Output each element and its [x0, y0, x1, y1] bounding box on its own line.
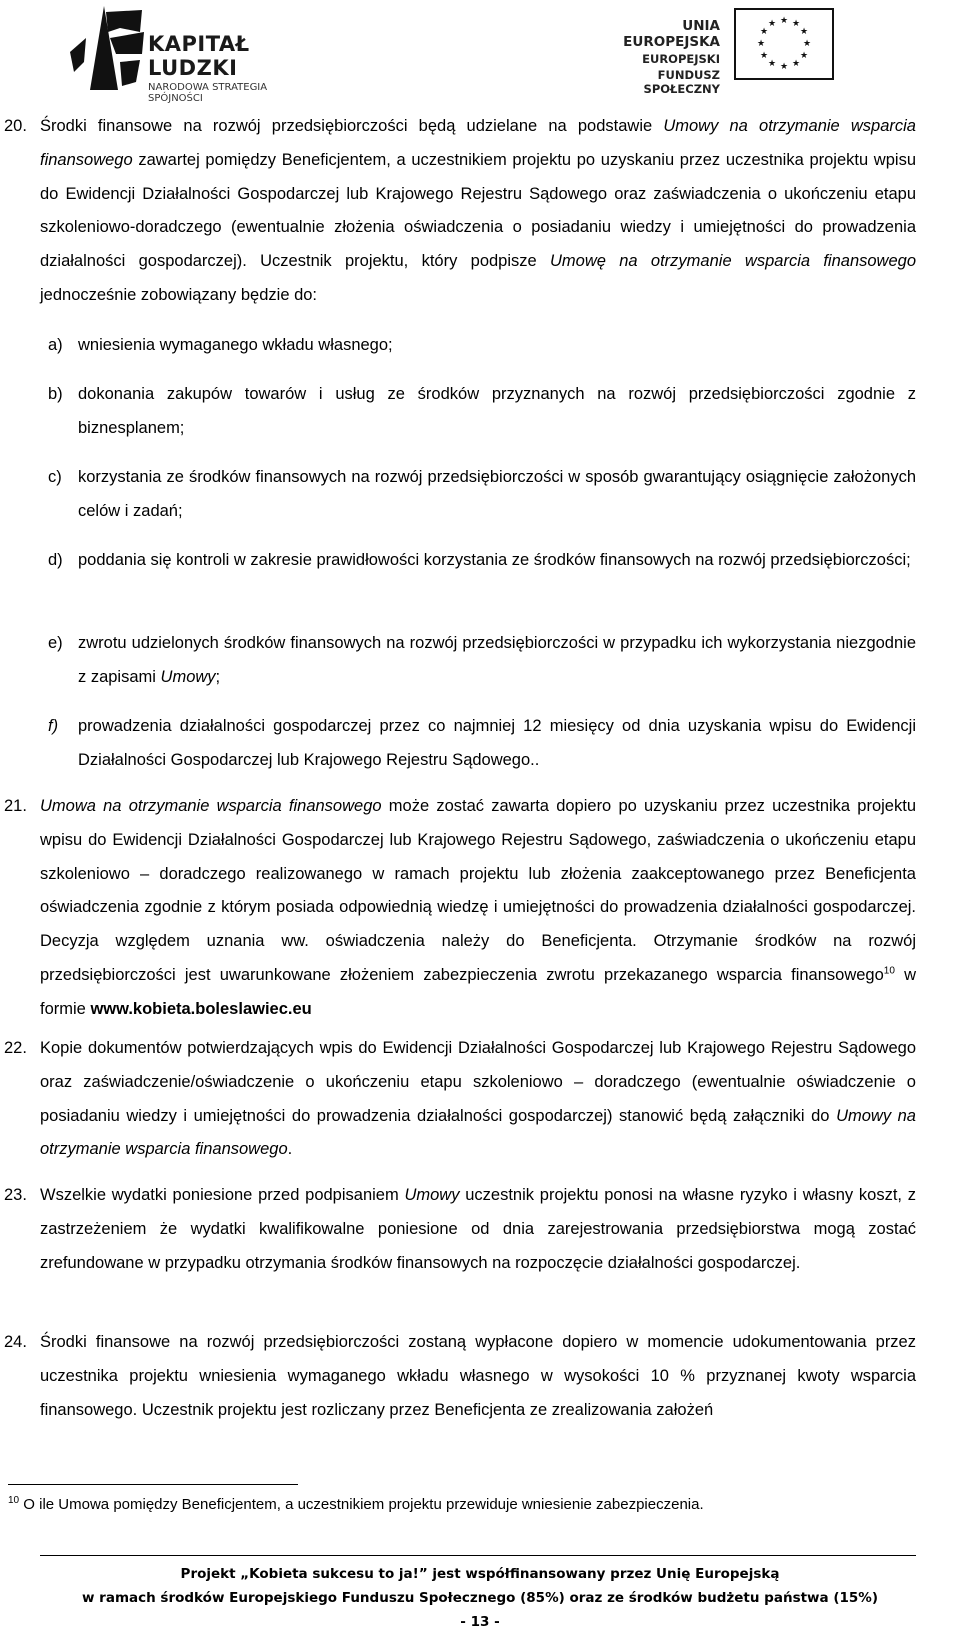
svg-text:★: ★: [767, 59, 777, 69]
page-number: - 13 -: [460, 1614, 500, 1630]
svg-text:★: ★: [756, 39, 766, 49]
item-20: [4, 110, 916, 313]
footnote-ref: 10: [883, 965, 895, 977]
footer-line1: Projekt „Kobieta sukcesu to ja!” jest współfinansowany przez Unię Europejską: [180, 1566, 780, 1582]
footnote: [8, 1492, 704, 1518]
sub-item-c: [48, 461, 916, 529]
sub-item-marker: d): [48, 551, 63, 569]
footnote-text: O ile Umowa pomiędzy Beneficjentem, a uczestnikiem projektu przewiduje wniesienie zabezpieczenia.: [19, 1496, 704, 1513]
sub-item-text: korzystania ze środków finansowych na rozwój przedsiębiorczości w sposób gwarantujący osiągnięcie założonych celów i zadań;: [78, 468, 916, 520]
item-21: [4, 790, 916, 1027]
item-22: [4, 1032, 916, 1167]
item-text: uczestnik projektu ponosi na własne ryzyko i własny koszt, z zastrzeżeniem że wydatki kwalifikowalne poniesione od dnia zarejestrowania przedsiębiorstwa mogą zostać zrefundowane w przypadku otrzymania środków finansowych na rozpoczęcie działalności gospodarczej.: [40, 1186, 916, 1272]
item-number: 23.: [4, 1186, 27, 1204]
item-text-italic: Umowy na otrzymanie wsparcia finansowego: [40, 117, 916, 169]
item-number: 24.: [4, 1333, 27, 1351]
item-text: Kopie dokumentów potwierdzających wpis do Ewidencji Działalności Gospodarczej lub Krajowego Rejestru Sądowego oraz zaświadczenie/oświadczenie o ukończeniu etapu szkoleniowo – doradczego (ewentualnie oświadczenie o posiadaniu wiedzy i umiejętności do prowadzenia działalności gospodarczej) stanowić będą załączniki do: [40, 1039, 916, 1125]
item-24: [4, 1326, 916, 1427]
svg-text:★: ★: [799, 51, 809, 61]
sub-item-a: [48, 329, 916, 363]
item-number: 20.: [4, 117, 27, 135]
eu-flag-icon: [734, 8, 834, 80]
flag-icon: [60, 2, 150, 92]
eu-logo: [592, 8, 932, 96]
ue-line3: FUNDUSZ SPOŁECZNY: [643, 68, 720, 96]
svg-text:★: ★: [767, 19, 777, 29]
ue-line2: EUROPEJSKI: [642, 52, 720, 66]
sub-item-marker: c): [48, 468, 62, 486]
sub-item-marker: e): [48, 634, 63, 652]
sub-item-text: prowadzenia działalności gospodarczej przez co najmniej 12 miesięcy od dnia uzyskania wpisu do Ewidencji Działalności Gospodarczej lub Krajowego Rejestru Sądowego..: [78, 717, 916, 769]
page-header: [0, 0, 960, 104]
sub-item-marker: b): [48, 385, 63, 403]
ue-line1: UNIA EUROPEJSKA: [623, 18, 720, 50]
svg-text:★: ★: [779, 16, 789, 26]
svg-text:★: ★: [791, 19, 801, 29]
sub-item-d: [48, 544, 916, 578]
sub-item-b: [48, 378, 916, 446]
footer-line2: w ramach środków Europejskiego Funduszu Społecznego (85%) oraz ze środków budżetu państwa (15%): [82, 1590, 878, 1606]
sub-item-text: poddania się kontroli w zakresie prawidłowości korzystania ze środków finansowych na rozwój przedsiębiorczości;: [78, 551, 911, 569]
item-number: 21.: [4, 797, 27, 815]
svg-text:★: ★: [759, 51, 769, 61]
sub-item-text: ;: [215, 667, 221, 686]
item-23: [4, 1179, 916, 1280]
item-text-italic: Umowę na otrzymanie wsparcia finansowego: [550, 252, 916, 271]
item-text-italic: Umowy: [404, 1186, 460, 1204]
item-text: Środki finansowe na rozwój przedsiębiorczości zostaną wypłacone dopiero w momencie udokumentowania przez uczestnika projektu wniesienia wymaganego wkładu własnego w wysokości 10 % przyznanej kwoty wsparcia finansowego. Uczestnik projektu jest rozliczany przez Beneficjenta ze zrealizowania założeń: [40, 1333, 916, 1419]
item-text-italic: Umowy na otrzymanie wsparcia finansowego: [40, 1106, 916, 1159]
item-text: w formie: [40, 965, 916, 1018]
sub-item-marker: f): [48, 717, 59, 735]
sub-item-text: dokonania zakupów towarów i usług ze środków przyznanych na rozwój przedsiębiorczości zgodnie z biznesplanem;: [78, 385, 916, 437]
item-text: jednocześnie zobowiązany będzie do:: [40, 285, 318, 304]
item-text: zawartej pomiędzy Beneficjentem, a uczestnikiem projektu po uzyskaniu przez uczestnika projektu wpisu do Ewidencji Działalności Gospodarczej lub Krajowego Rejestru Sądowego oraz zaświadczenia o ukończeniu etapu szkoleniowo-doradczego (ewentualnie złożenia oświadczenia o posiadaniu wiedzy i umiejętności do prowadzenia działalności gospodarczej). Uczestnik projektu, który podpisze: [40, 150, 916, 271]
footnote-divider: [8, 1484, 298, 1485]
svg-text:★: ★: [791, 59, 801, 69]
svg-text:★: ★: [799, 27, 809, 37]
sub-item-text: zwrotu udzielonych środków finansowych na rozwój przedsiębiorczości w przypadku ich wykorzystania niezgodnie z zapisami: [78, 634, 916, 686]
page-footer: [0, 1562, 960, 1634]
item-text: Wszelkie wydatki poniesione przed podpisaniem: [40, 1186, 405, 1204]
sub-item-text: wniesienia wymaganego wkładu własnego;: [78, 336, 393, 354]
item-number: 22.: [4, 1039, 27, 1057]
svg-text:★: ★: [759, 27, 769, 37]
svg-text:★: ★: [802, 39, 812, 49]
item-text: .: [287, 1140, 293, 1159]
sub-item-marker: a): [48, 336, 63, 354]
kapital-ludzki-logo: [30, 2, 310, 104]
website-link[interactable]: www.kobieta.boleslawiec.eu: [90, 999, 312, 1018]
item-text: może zostać zawarta dopiero po uzyskaniu przez uczestnika projektu wpisu do Ewidencji Działalności Gospodarczej lub Krajowego Rejestru Sądowego, zaświadczenia o ukończeniu etapu szkoleniowo – doradczego realizowanego w ramach projektu lub złożenia zaakceptowanego przez Beneficjenta oświadczenia zgodnie z którym posiada odpowiednią wiedzę i umiejętności do prowadzenia działalności gospodarczej. Decyzja względem uznania ww. oświadczenia należy do Beneficjenta. Otrzymanie środków na rozwój przedsiębiorczości jest uwarunkowane złożeniem zabezpieczenia zwrotu przekazanego wsparcia finansowego: [40, 797, 916, 984]
footer-divider: [40, 1555, 916, 1556]
item-text-italic: Umowa na otrzymanie wsparcia finansowego: [40, 797, 382, 815]
sub-item-e: [48, 627, 916, 695]
footnote-number: 10: [8, 1495, 20, 1506]
kl-subtitle: NARODOWA STRATEGIA SPÓJNOŚCI: [148, 82, 268, 104]
sub-item-f: [48, 710, 916, 778]
svg-text:★: ★: [779, 62, 789, 72]
sub-item-text-italic: Umowy: [160, 667, 216, 686]
kl-name: KAPITAŁ LUDZKI: [148, 32, 250, 80]
item-text: Środki finansowe na rozwój przedsiębiorczości będą udzielane na podstawie: [40, 117, 664, 135]
